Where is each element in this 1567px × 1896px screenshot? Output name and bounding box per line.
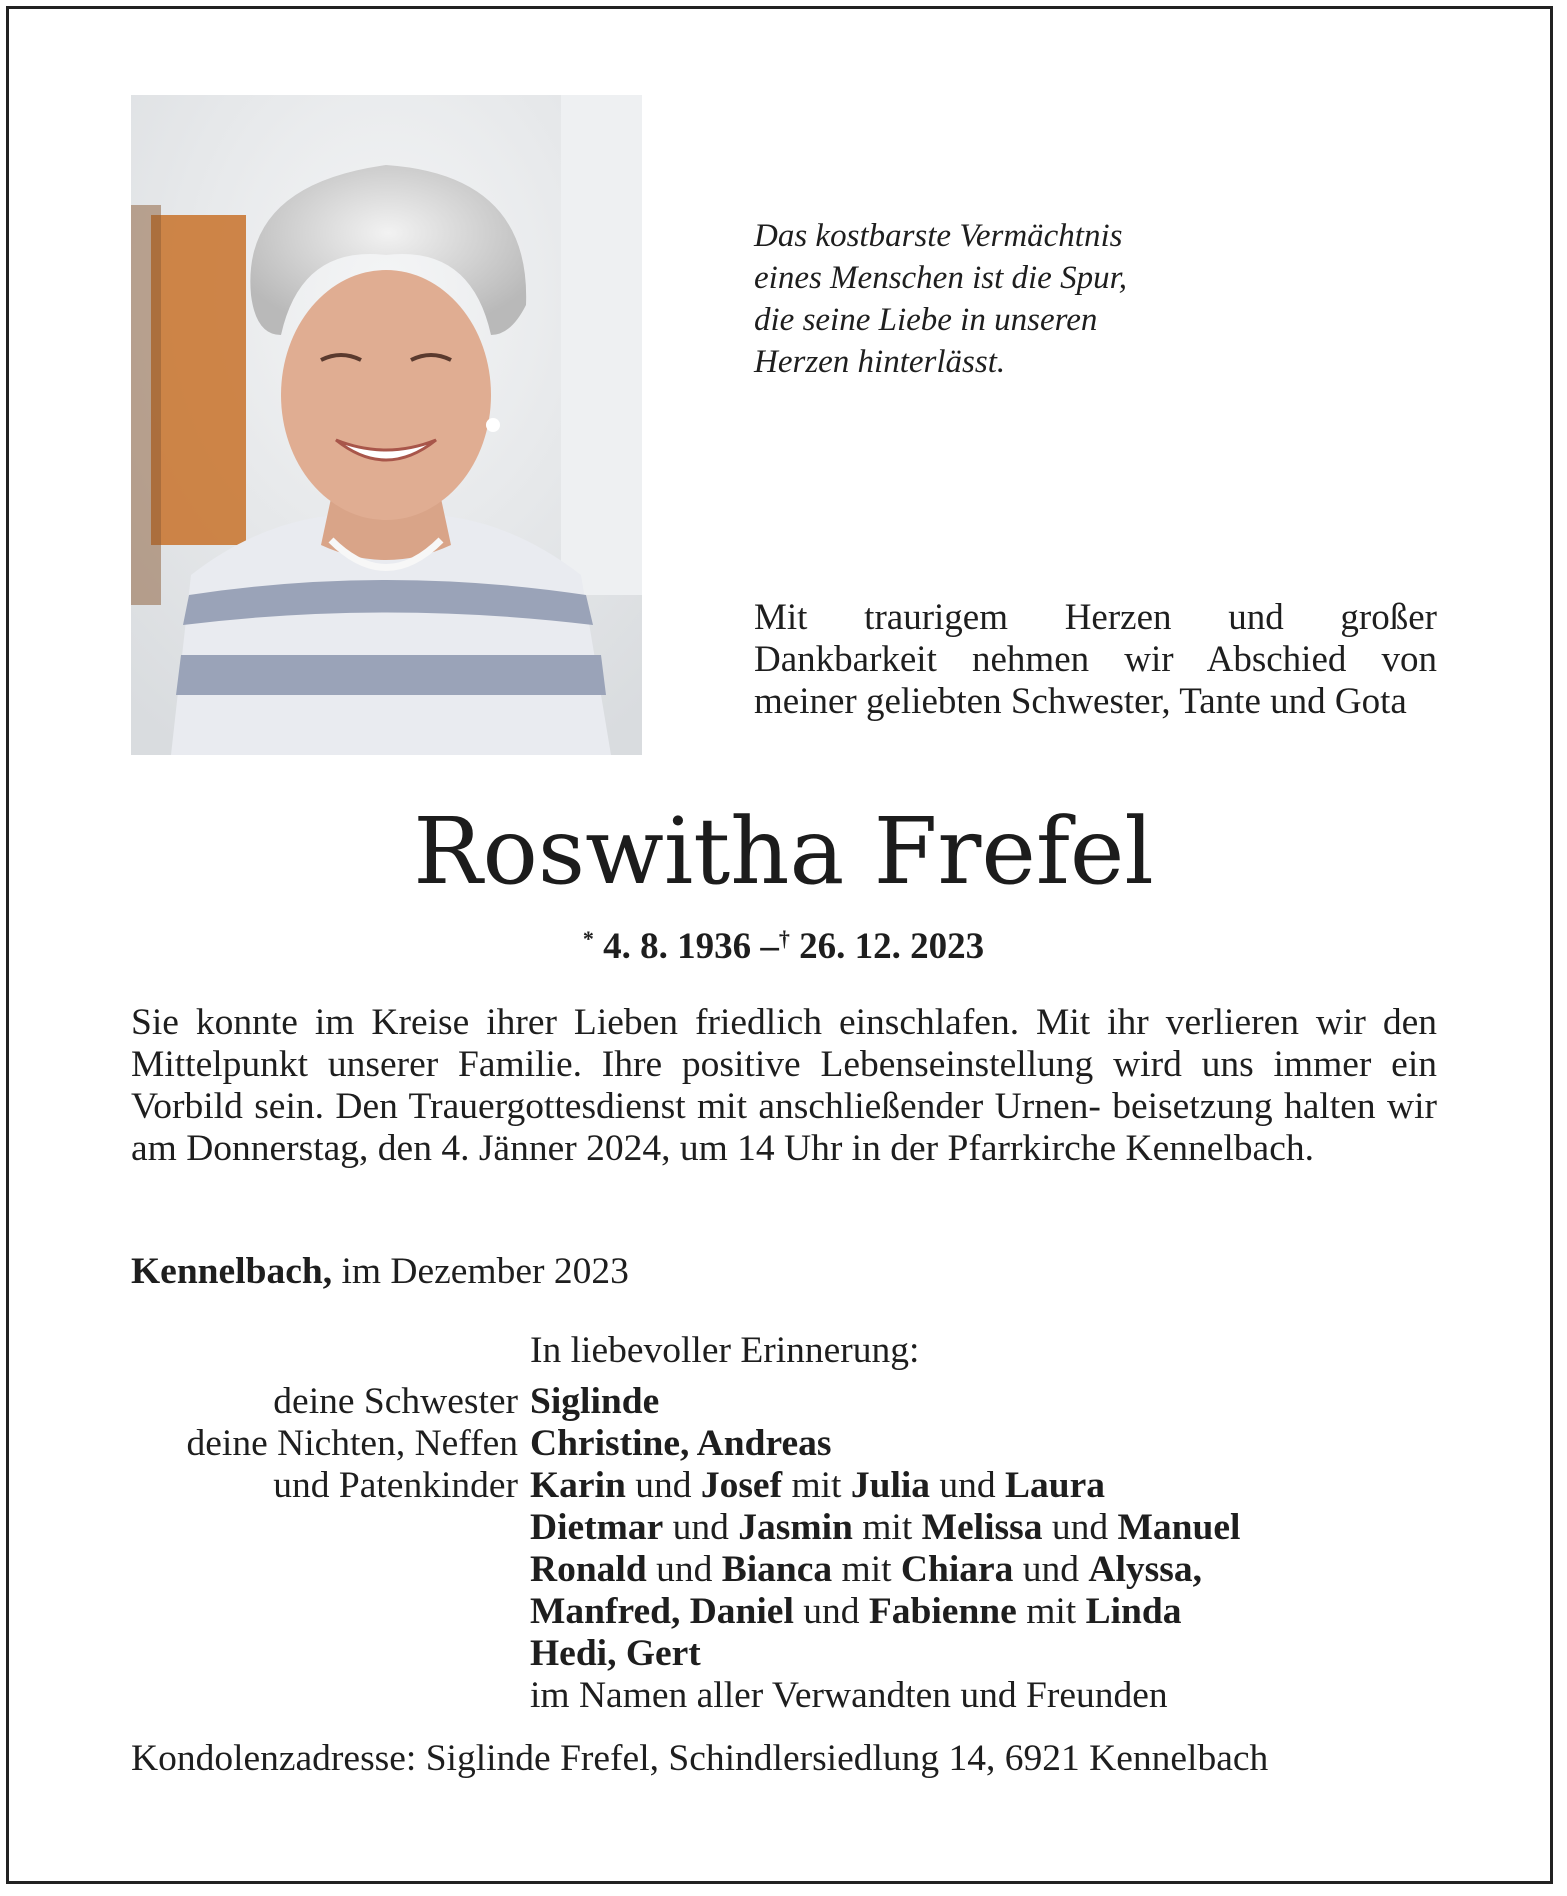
connector-text: mit [1016, 1591, 1086, 1632]
quote-line: die seine Liebe in unseren [754, 302, 1098, 338]
connector-text: und [793, 1591, 869, 1632]
mourner-name: Karin [530, 1465, 626, 1506]
death-symbol: † [778, 926, 790, 951]
connector-text: und [1013, 1549, 1089, 1590]
quote-line: Herzen hinterlässt. [754, 344, 1006, 380]
mourner-row [0, 1549, 1567, 1591]
mourner-name: Alyssa, [1088, 1549, 1202, 1590]
mourner-names [530, 1465, 1105, 1507]
mourner-name: Chiara [900, 1549, 1014, 1590]
connector-text: und [646, 1549, 722, 1590]
mourner-name: Ronald [530, 1549, 647, 1590]
main-text: Sie konnte im Kreise ihrer Lieben friedlich einschlafen. Mit ihr verlieren wir den Mittelpunkt unserer Familie. Ihre positive Lebenseinstellung wird uns immer ein Vorbild sein. Den Trauergottesdienst mit anschließender Urnen- beisetzung halten wir am Donnerstag, den 4. Jänner 2024, um 14 Uhr in der Pfarrkirche Kennelbach. [131, 1002, 1437, 1169]
birth-symbol: * [582, 926, 594, 951]
mourner-name: Manfred, Daniel [530, 1591, 794, 1632]
mourner-row [0, 1507, 1567, 1549]
mourner-name: Siglinde [530, 1381, 660, 1422]
date: im Dezember 2023 [341, 1251, 629, 1292]
mourner-row [0, 1381, 1567, 1423]
mourner-names [530, 1633, 701, 1675]
mourner-name: Melissa [921, 1507, 1043, 1548]
mourner-names [530, 1675, 1168, 1717]
place-and-date [131, 1250, 629, 1294]
death-date: 26. 12. 2023 [799, 926, 985, 967]
mourner-names [530, 1381, 659, 1423]
connector-text: im Namen aller Verwandten und Freunden [530, 1675, 1168, 1716]
intro-text: Mit traurigem Herzen und großer Dankbarkeit nehmen wir Abschied von meiner geliebten Schwester, Tante und Gota [754, 597, 1437, 722]
mourner-name: Fabienne [868, 1591, 1017, 1632]
connector-text: und [1042, 1507, 1118, 1548]
connector-text: und [930, 1465, 1006, 1506]
deceased-name: Roswitha Frefel [413, 798, 1154, 905]
life-dates [0, 916, 1567, 970]
connector-text: mit [832, 1549, 901, 1590]
connector-text: und [663, 1507, 739, 1548]
mourner-relation: deine Schwester [273, 1381, 518, 1422]
mourner-row [0, 1465, 1567, 1507]
mourner-row [0, 1423, 1567, 1465]
connector-text: mit [852, 1507, 922, 1548]
quote-line: Das kostbarste Vermächtnis [754, 218, 1123, 254]
mourner-name: Jasmin [738, 1507, 853, 1548]
mourner-row [0, 1591, 1567, 1633]
connector-text: mit [782, 1465, 851, 1506]
mourner-names [530, 1507, 1240, 1549]
memory-heading: In liebevoller Erinnerung: [530, 1330, 920, 1371]
mourner-relation: und Patenkinder [273, 1465, 518, 1506]
mourner-names [530, 1549, 1202, 1591]
mourner-name: Linda [1085, 1591, 1182, 1632]
mourner-name: Julia [850, 1465, 931, 1506]
memorial-quote [754, 215, 1274, 383]
mourner-names [530, 1423, 831, 1465]
mourner-name: Manuel [1117, 1507, 1241, 1548]
connector-text: und [625, 1465, 701, 1506]
mourner-name: Laura [1005, 1465, 1106, 1506]
condolence-address: Kondolenzadresse: Siglinde Frefel, Schindlersiedlung 14, 6921 Kennelbach [131, 1738, 1269, 1779]
mourner-list [0, 1381, 1567, 1717]
mourner-name: Christine, Andreas [530, 1423, 832, 1464]
place: Kennelbach, [131, 1251, 333, 1292]
date-separator: – [760, 926, 779, 967]
birth-date: 4. 8. 1936 [603, 926, 752, 967]
mourner-row [0, 1675, 1567, 1717]
mourner-names [530, 1591, 1181, 1633]
mourner-name: Bianca [721, 1549, 833, 1590]
mourner-name: Josef [700, 1465, 783, 1506]
portrait-illustration [131, 95, 642, 755]
mourner-row [0, 1633, 1567, 1675]
mourner-relation: deine Nichten, Neffen [186, 1423, 518, 1464]
mourner-name: Hedi, Gert [530, 1633, 701, 1674]
quote-line: eines Menschen ist die Spur, [754, 260, 1128, 296]
mourner-name: Dietmar [530, 1507, 664, 1548]
portrait-photo [131, 95, 642, 755]
